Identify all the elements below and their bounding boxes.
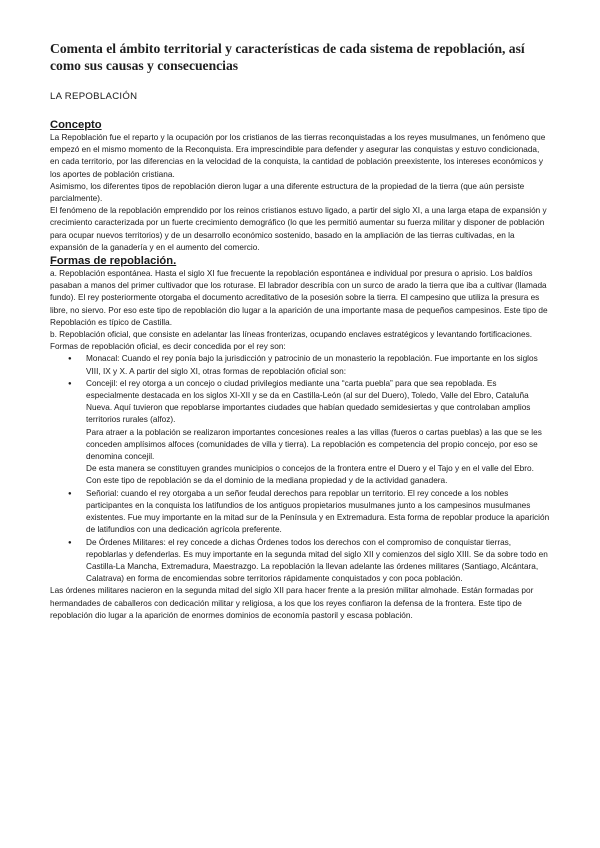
list-item-text: ● Señorial: cuando el rey otorgaba a un señor feudal derechos para repoblar un territorio. El rey concede a los nobles participantes en la conquista los latifundios de los antiguos propietarios musulmanes junto a los campesinos musulmanes existentes. Fue muy importante en la mitad sur de la Península y en Extremadura. Esta forma de repoblar produce la aparición de latifundios con una dedicación agrícola preferente. (86, 488, 550, 535)
list-item-senorial (86, 488, 550, 537)
document-title: Comenta el ámbito territorial y características de cada sistema de repoblación, así como sus causas y consecuencias (50, 41, 525, 73)
formas-paragraph-a: a. Repoblación espontánea. Hasta el siglo XI fue frecuente la repoblación espontánea e individual por presura o aprisio. Los baldíos pasaban a manos del primer cultivador que los roturase. El labrador describía con un surco de arado la tierra que iba a cultivar (llamada fundo). El rey posteriormente otorgaba el documento acreditativo de la posesión sobre la tierra. El campesino que utiliza la presura es libre, no siervo. Por eso este tipo de repoblación dio lugar a la aparición de una importante masa de pequeños campesinos. Este tipo de Repoblación es típico de Castilla. (50, 269, 548, 327)
section-label: LA REPOBLACIÓN (50, 91, 138, 102)
closing-paragraph: Las órdenes militares nacieron en la segunda mitad del siglo XII para hacer frente a la presión militar almohade. Están formadas por hermandades de caballeros con dedicación militar y religiosa, a los que los reyes confiaron la defensa de la frontera. Este tipo de repoblación dio lugar a la aparición de enormes dominios de economía pastoril y escasa población. (50, 586, 534, 620)
list-item-ordenes-militares (86, 537, 550, 586)
concepto-paragraph-2: Asimismo, los diferentes tipos de repoblación dieron lugar a una diferente estructura de la propiedad de la tierra (que aún persiste parcialmente). (50, 181, 525, 204)
formas-heading: Formas de repoblación. (50, 255, 177, 268)
list-item-text: ● Concejil: el rey otorga a un concejo o ciudad privilegios mediante una “carta puebla” para que sea repoblada. Es especialmente destacada en los siglos XI-XII y se da en Castilla-León (al sur del Duero), Toledo, Valle del Ebro, Cataluña Nueva. Aquí tuvieron que repoblarse importantes ciudades que habían quedado semidesiertas y que controlaban amplios territorios rurales (alfoz). (86, 378, 531, 425)
concepto-heading: Concepto (50, 119, 102, 131)
list-item-text: ● De Órdenes Militares: el rey concede a dichas Órdenes todos los derechos con el compromiso de conquistar tierras, repoblarlas y defenderlas. Es muy importante en la segunda mitad del siglo XII y comienzos del siglo XIII. Se da sobre todo en Castilla-La Mancha, Extremadura, Maestrazgo. La repoblación la llevan adelante las órdenes militares (Santiago, Alcántara, Calatrava) en forma de encomiendas sobre territorios rápidamente conquistados y con poca población. (86, 537, 548, 584)
concepto-paragraph-1: La Repoblación fue el reparto y la ocupación por los cristianos de las tierras reconquistadas a los reyes musulmanes, un fenómeno que empezó en el mismo momento de la Reconquista. Era imprescindible para defender y asegurar las conquistas y estuvo condicionada, en cada territorio, por las diferencias en la velocidad de la conquista, la cantidad de población preexistente, los intereses económicos y los aportes de población cristiana. (50, 133, 546, 179)
document-page (50, 40, 550, 622)
list-item-text-extra: Para atraer a la población se realizaron importantes concesiones reales a las villas (fueros o cartas pueblas) a las que se les conceden amplísimos alfoces (comunidades de villa y tierra). La repoblación es competencia del propio concejo, por eso se denomina concejil. (86, 427, 542, 462)
repoblacion-oficial-list (50, 353, 550, 585)
list-item-monacal (86, 353, 550, 377)
concepto-paragraph-3: El fenómeno de la repoblación emprendido por los reinos cristianos estuvo ligado, a partir del siglo XI, a una larga etapa de expansión y crecimiento caracterizada por un fuerte crecimiento demográfico (lo que les permitió aumentar su fuerza militar y disponer de población para ocupar nuevos territorios) y de un desarrollo económico sostenido, basado en la ampliación de las tierras cultivadas, en la expansión de la ganadería y en el aumento del comercio. (50, 206, 547, 252)
list-item-text: ● Monacal: Cuando el rey ponía bajo la jurisdicción y patrocinio de un monasterio la repoblación. Fue importante en los siglos VIII, IX y X. A partir del siglo XI, otras formas de repoblación oficial son: (86, 354, 538, 376)
formas-paragraph-b: b. Repoblación oficial, que consiste en adelantar las líneas fronterizas, ocupando enclaves estratégicos y levantando fortificaciones. Formas de repoblación oficial, es decir concedida por el rey son: (50, 330, 532, 352)
list-item-text-extra: De esta manera se constituyen grandes municipios o concejos de la frontera entre el Duero y el Tajo y en el valle del Ebro. Con este tipo de repoblación se da el dominio de la mediana propiedad y de la actividad ganadera. (86, 464, 534, 486)
list-item-concejil (86, 378, 550, 488)
